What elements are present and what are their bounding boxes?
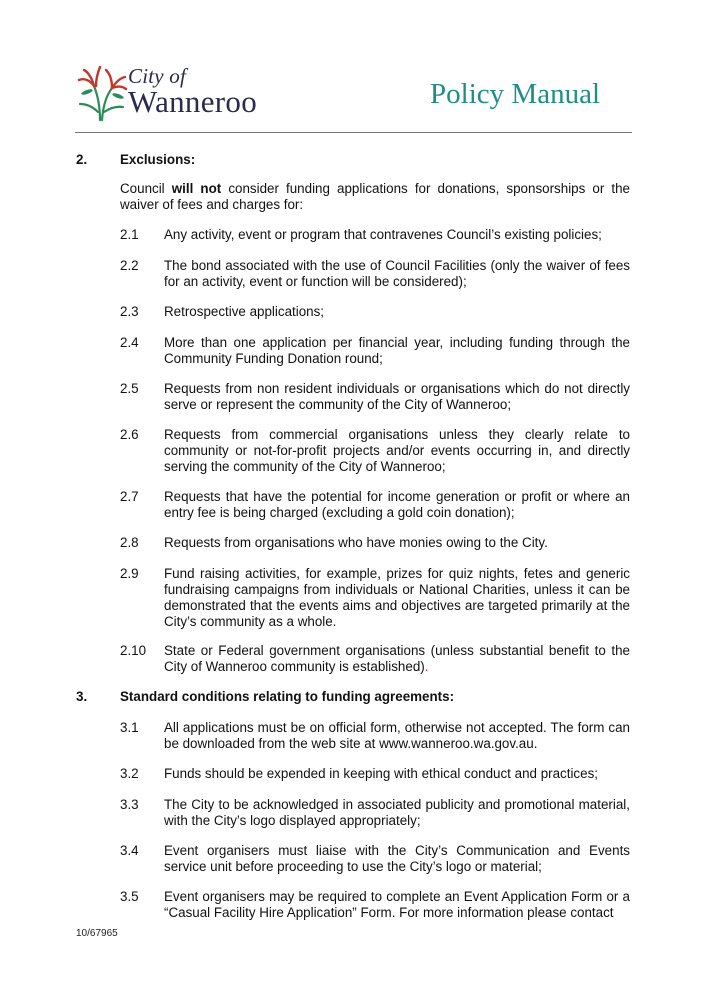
item-text: The City to be acknowledged in associated publicity and promotional material, with the City’s logo displayed appropriately; bbox=[164, 797, 630, 828]
item-number: 2.8 bbox=[120, 535, 139, 550]
item-number: 3.1 bbox=[120, 720, 139, 735]
section-intro bbox=[120, 181, 630, 213]
item-number: 3.3 bbox=[120, 797, 139, 812]
item-text: All applications must be on official form, otherwise not accepted. The form can be downloaded from the web site at www.wanneroo.wa.gov.au. bbox=[164, 720, 630, 751]
item-number: 2.9 bbox=[120, 566, 139, 581]
city-logo bbox=[76, 62, 276, 124]
item-text: Funds should be expended in keeping with ethical conduct and practices; bbox=[164, 766, 598, 781]
header-divider bbox=[75, 132, 632, 133]
item-number: 2.10 bbox=[120, 643, 147, 658]
kangaroo-paw-icon bbox=[76, 62, 128, 124]
item-text-tail: . bbox=[424, 659, 429, 674]
item-text: Any activity, event or program that contravenes Council’s existing policies; bbox=[164, 227, 602, 242]
page-title: Policy Manual bbox=[430, 78, 600, 110]
item-number: 3.5 bbox=[120, 889, 139, 904]
item-text: Event organisers may be required to complete an Event Application Form or a “Casual Facility Hire Application” Form. For more information please contact bbox=[164, 889, 630, 920]
intro-text-pre: Council bbox=[120, 181, 172, 196]
item-number: 2.3 bbox=[120, 304, 139, 319]
item-text-body: State or Federal government organisations (unless substantial benefit to the City of Wanneroo community is established) bbox=[164, 643, 630, 674]
item-number: 3.2 bbox=[120, 766, 139, 781]
item-number: 2.4 bbox=[120, 335, 139, 350]
section-title: Standard conditions relating to funding agreements: bbox=[120, 689, 455, 704]
item-text: More than one application per financial year, including funding through the Community Funding Donation round; bbox=[164, 335, 630, 366]
item-text: Requests that have the potential for income generation or profit or where an entry fee is being charged (excluding a gold coin donation); bbox=[164, 489, 630, 520]
item-text: Retrospective applications; bbox=[164, 304, 325, 319]
item-number: 2.1 bbox=[120, 227, 139, 242]
item-text: The bond associated with the use of Council Facilities (only the waiver of fees for an activity, event or function will be considered); bbox=[164, 258, 630, 289]
item-text bbox=[164, 643, 630, 675]
item-number: 2.7 bbox=[120, 489, 139, 504]
item-number: 2.5 bbox=[120, 381, 139, 396]
intro-text-post: consider funding applications for donations, sponsorships or the waiver of fees and charges for: bbox=[120, 181, 630, 212]
logo-text-city-of: City of bbox=[128, 64, 186, 88]
item-text: Requests from non resident individuals or organisations which do not directly serve or represent the community of the City of Wanneroo; bbox=[164, 381, 630, 412]
item-number: 2.2 bbox=[120, 258, 139, 273]
item-text: Requests from commercial organisations unless they clearly relate to community or not-for-profit projects and/or events occurring in, and directly serving the community of the City of Wanneroo; bbox=[164, 427, 630, 474]
item-number: 2.6 bbox=[120, 427, 139, 442]
section-number: 3. bbox=[76, 689, 88, 704]
intro-text-bold: will not bbox=[171, 181, 222, 196]
item-text: Requests from organisations who have monies owing to the City. bbox=[164, 535, 548, 550]
item-text: Event organisers must liaise with the City’s Communication and Events service unit before proceeding to use the City’s logo or material; bbox=[164, 843, 630, 874]
item-text: Fund raising activities, for example, prizes for quiz nights, fetes and generic fundraising campaigns from individuals or National Charities, unless it can be demonstrated that the events aims and objectives are targeted primarily at the City’s community as a whole. bbox=[164, 566, 630, 629]
logo-text-wanneroo: Wanneroo bbox=[128, 84, 258, 119]
section-number: 2. bbox=[76, 152, 88, 167]
section-title: Exclusions: bbox=[120, 152, 196, 167]
item-number: 3.4 bbox=[120, 843, 139, 858]
document-reference: 10/67965 bbox=[76, 928, 118, 939]
